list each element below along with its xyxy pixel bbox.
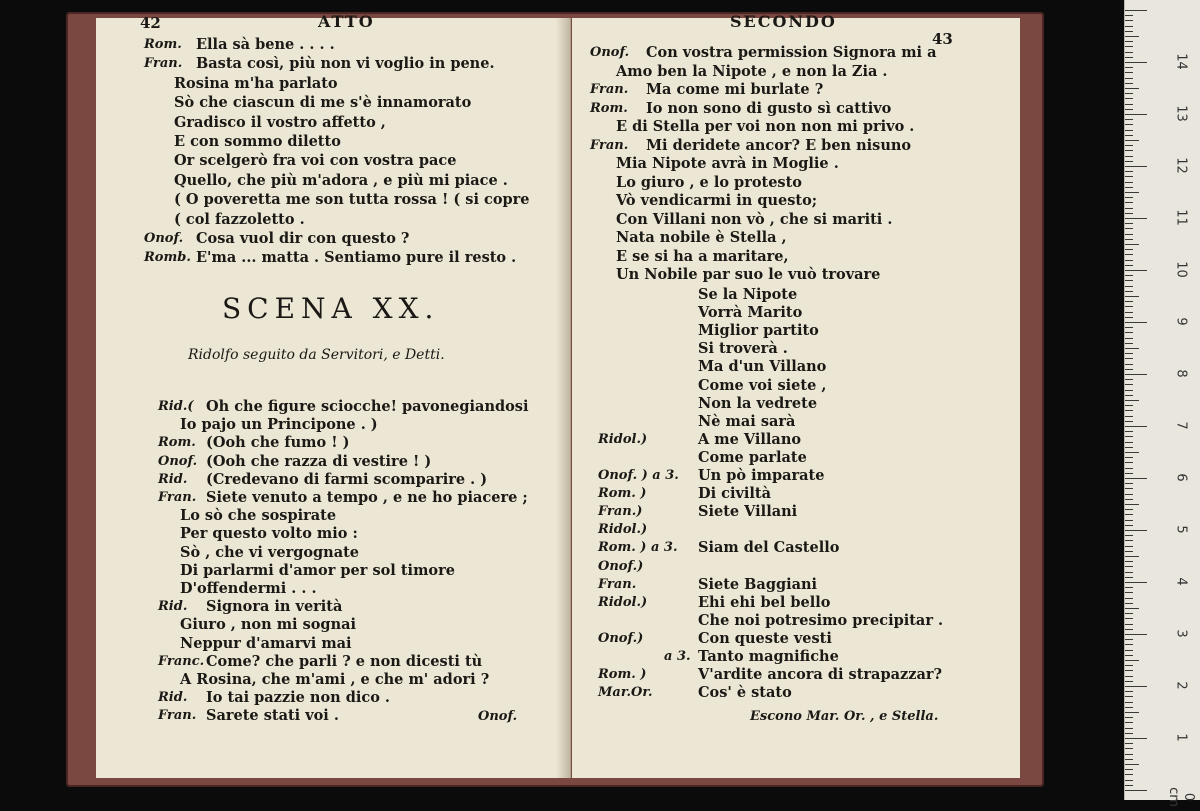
ruler-tick	[1125, 436, 1133, 437]
ruler-tick	[1125, 774, 1133, 775]
aria-line: Miglior partito	[698, 322, 819, 340]
speaker-label: Fran.	[158, 490, 197, 505]
verse-line: Ella sà bene . . . .	[196, 36, 335, 53]
ruler-number: 6	[1173, 473, 1189, 482]
ruler-tick	[1125, 785, 1133, 786]
ruler-tick	[1125, 223, 1133, 224]
verse-line: Ma come mi burlate ?	[646, 81, 824, 98]
ruler-tick	[1125, 639, 1133, 640]
verse-line: Lo giuro , e lo protesto	[616, 173, 802, 191]
ruler-tick	[1125, 265, 1133, 266]
ruler-tick	[1125, 712, 1139, 713]
ruler-tick	[1125, 509, 1133, 510]
ruler-tick	[1125, 46, 1133, 47]
ruler-tick	[1125, 728, 1133, 729]
ruler-tick	[1125, 98, 1133, 99]
ruler-tick	[1125, 473, 1133, 474]
ruler-tick	[1125, 343, 1133, 344]
ruler-number: 0 cm	[1166, 787, 1196, 807]
ruler-tick	[1125, 790, 1147, 791]
ruler-tick	[1125, 514, 1133, 515]
ruler-tick	[1125, 93, 1133, 94]
verse-line: (Credevano di farmi scomparire . )	[206, 470, 488, 488]
speaker-label: Onof.	[144, 231, 184, 246]
speaker-label: Rom.	[590, 100, 628, 116]
ruler-tick	[1125, 109, 1133, 110]
ruler-tick	[1125, 353, 1133, 354]
speaker-label: Onof. ) a 3.	[598, 468, 679, 483]
speaker-label: Romb.	[144, 250, 191, 266]
aria-line: Se la Nipote	[698, 286, 798, 303]
ruler-tick	[1125, 624, 1133, 625]
speaker-label: Rom.	[144, 37, 182, 52]
speaker-label: Rom.	[158, 435, 196, 451]
aria-line: Come parlate	[698, 448, 807, 466]
ruler-tick	[1125, 577, 1133, 578]
ruler-tick	[1125, 254, 1133, 255]
ruler-tick	[1125, 722, 1133, 723]
ruler-tick	[1125, 660, 1139, 661]
verse-line: Giuro , non mi sognai	[180, 616, 357, 634]
verse-line: Mi deridete ancor? E ben nisuno	[646, 136, 912, 154]
ruler-tick	[1125, 317, 1133, 318]
verse-line: (Ooh che fumo ! )	[206, 434, 350, 452]
verse-line: Or scelgerò fra voi con vostra pace	[174, 152, 457, 170]
aria-line: Si troverà .	[698, 340, 788, 358]
ruler-tick	[1125, 665, 1133, 666]
ruler-tick	[1125, 613, 1133, 614]
verse-line: Quello, che più m'adora , e più mi piace .	[174, 171, 508, 189]
aria-line: Nè mai sarà	[698, 412, 796, 430]
ruler-tick	[1125, 176, 1133, 177]
ruler-tick	[1125, 286, 1133, 287]
speaker-label: Rom. )	[598, 486, 647, 502]
ruler-tick	[1125, 655, 1133, 656]
ruler-tick	[1125, 239, 1133, 240]
ruler-tick	[1125, 182, 1133, 183]
aria-line: Un pò imparate	[698, 467, 825, 484]
ruler-tick	[1125, 520, 1133, 521]
ruler-tick	[1125, 733, 1133, 734]
verse-line: Io pajo un Principone . )	[180, 416, 378, 434]
ruler-tick	[1125, 57, 1133, 58]
ruler-tick	[1125, 72, 1133, 73]
verse-line: Con vostra permission Signora mi a	[646, 44, 937, 61]
ruler-tick	[1125, 41, 1133, 42]
ruler-tick	[1125, 395, 1133, 396]
verse-line: Oh che figure sciocche! pavonegiandosi	[206, 398, 529, 415]
ruler-tick	[1125, 213, 1133, 214]
ruler-tick	[1125, 104, 1133, 105]
verse-line: Io non sono di gusto sì cattivo	[646, 99, 892, 117]
ruler-tick	[1125, 192, 1139, 193]
verse-line: Nata nobile è Stella ,	[616, 229, 787, 246]
ruler-tick	[1125, 83, 1133, 84]
speaker-label: Mar.Or.	[598, 685, 653, 701]
ruler-tick	[1125, 135, 1133, 136]
verse-line: Lo sò che sospirate	[180, 507, 337, 525]
verse-line: Mia Nipote avrà in Moglie .	[616, 155, 839, 172]
ruler-tick	[1125, 130, 1133, 131]
ruler-tick	[1125, 322, 1147, 323]
verse-line: Amo ben la Nipote , e non la Zia .	[616, 62, 888, 80]
verse-line: Di parlarmi d'amor per sol timore	[180, 561, 455, 579]
ruler-tick	[1125, 119, 1133, 120]
ruler-number: 11	[1173, 209, 1189, 226]
ruler-tick	[1125, 218, 1147, 219]
ruler-tick	[1125, 384, 1133, 385]
ruler-tick	[1125, 374, 1147, 375]
speaker-label: Onof.)	[598, 558, 644, 574]
ruler-number: 9	[1173, 317, 1189, 326]
ruler-tick	[1125, 249, 1133, 250]
ruler-tick	[1125, 62, 1147, 63]
ruler-tick	[1125, 416, 1133, 417]
left-running-header: ATTO	[318, 12, 375, 31]
ruler-tick	[1125, 748, 1133, 749]
ruler-tick	[1125, 327, 1133, 328]
ruler-tick	[1125, 197, 1133, 198]
ruler-tick	[1125, 702, 1133, 703]
verse-line: Con Villani non vò , che si mariti .	[616, 210, 893, 228]
verse-line: Un Nobile par suo le vuò trovare	[616, 266, 881, 283]
speaker-label: Fran.	[590, 137, 629, 153]
ruler-tick	[1125, 15, 1133, 16]
ruler-tick	[1125, 634, 1147, 635]
left-page	[96, 12, 571, 778]
aria-line: Cos' è stato	[698, 684, 792, 702]
ruler-tick	[1125, 275, 1133, 276]
ruler-tick	[1125, 161, 1133, 162]
aria-line: Siete Baggiani	[698, 575, 818, 593]
speaker-label: Rom. )	[598, 667, 647, 683]
ruler-tick	[1125, 400, 1139, 401]
speaker-label: Onof.	[590, 45, 630, 60]
ruler-tick	[1125, 405, 1133, 406]
ruler-tick	[1125, 145, 1133, 146]
ruler-tick	[1125, 306, 1133, 307]
verse-line: (Ooh che razza di vestire ! )	[206, 452, 432, 470]
aria-line: Come voi siete ,	[698, 376, 827, 394]
ruler-tick	[1125, 754, 1133, 755]
ruler-tick	[1125, 280, 1133, 281]
ruler-tick	[1125, 202, 1133, 203]
ruler-tick	[1125, 535, 1133, 536]
ruler-number: 12	[1173, 157, 1189, 174]
ruler-number: 4	[1173, 577, 1189, 586]
ruler-tick	[1125, 20, 1133, 21]
verse-line: Come? che parli ? e non dicesti tù	[206, 652, 483, 670]
ruler-tick	[1125, 171, 1133, 172]
ruler-tick	[1125, 561, 1133, 562]
ruler-tick	[1125, 681, 1133, 682]
ruler-tick	[1125, 483, 1133, 484]
ruler-tick	[1125, 36, 1139, 37]
ruler-tick	[1125, 452, 1139, 453]
ruler-tick	[1125, 499, 1133, 500]
aria-line: Che noi potresimo precipitar .	[698, 611, 944, 629]
ruler-tick	[1125, 696, 1133, 697]
ruler-tick	[1125, 10, 1147, 11]
speaker-label: a 3.	[664, 649, 691, 664]
verse-line: Neppur d'amarvi mai	[180, 634, 352, 652]
ruler-tick	[1125, 379, 1133, 380]
ruler-tick	[1125, 650, 1133, 651]
aria-line: V'ardite ancora di strapazzar?	[698, 666, 942, 684]
ruler-tick	[1125, 442, 1133, 443]
verse-line: ( O poveretta me son tutta rossa ! ( si copre	[174, 191, 530, 209]
ruler-tick	[1125, 156, 1133, 157]
ruler-tick	[1125, 629, 1133, 630]
ruler-tick	[1125, 478, 1147, 479]
ruler-tick	[1125, 764, 1139, 765]
verse-line: E'ma ... matta . Sentiamo pure il resto .	[196, 249, 517, 267]
ruler-tick	[1125, 369, 1133, 370]
ruler-tick	[1125, 124, 1133, 125]
aria-line: Non la vedrete	[698, 394, 818, 412]
verse-line: D'offendermi . . .	[180, 580, 317, 597]
ruler-tick	[1125, 166, 1147, 167]
ruler-tick	[1125, 546, 1133, 547]
ruler-tick	[1125, 244, 1139, 245]
ruler-tick	[1125, 462, 1133, 463]
speaker-label: Fran.)	[598, 504, 643, 520]
ruler-tick	[1125, 780, 1133, 781]
speaker-label: Ridol.)	[598, 431, 648, 447]
ruler-tick	[1125, 504, 1139, 505]
speaker-label: Fran.	[144, 56, 183, 72]
ruler-tick	[1125, 572, 1133, 573]
ruler-tick	[1125, 670, 1133, 671]
verse-line: Vò vendicarmi in questo;	[616, 192, 818, 209]
ruler-tick	[1125, 338, 1133, 339]
ruler-tick	[1125, 530, 1147, 531]
ruler-tick	[1125, 587, 1133, 588]
verse-line: Per questo volto mio :	[180, 525, 358, 543]
speaker-label: Rom. ) a 3.	[598, 540, 678, 556]
ruler-tick	[1125, 88, 1139, 89]
scene-direction: Ridolfo seguito da Servitori, e Detti.	[188, 347, 445, 363]
ruler-tick	[1125, 582, 1147, 583]
verse-line: Rosina m'ha parlato	[174, 74, 338, 92]
speaker-label: Onof.)	[598, 630, 644, 646]
left-page-number: 42	[140, 14, 161, 32]
ruler-tick	[1125, 312, 1133, 313]
aria-line: Siete Villani	[698, 503, 798, 521]
ruler-number: 5	[1173, 525, 1189, 534]
ruler-tick	[1125, 260, 1133, 261]
verse-line: E con sommo diletto	[174, 133, 341, 150]
ruler-tick	[1125, 566, 1133, 567]
ruler-tick	[1125, 31, 1133, 32]
ruler-tick	[1125, 348, 1139, 349]
ruler-tick	[1125, 743, 1133, 744]
ruler-tick	[1125, 447, 1133, 448]
aria-line: Ehi ehi bel bello	[698, 593, 831, 611]
ruler-tick	[1125, 150, 1133, 151]
ruler-tick	[1125, 556, 1139, 557]
speaker-label: Ridol.)	[598, 594, 648, 610]
right-running-header: SECONDO	[730, 12, 837, 31]
speaker-label: Rid.	[158, 690, 188, 706]
speaker-label: Franc.	[158, 653, 205, 669]
ruler-number: 14	[1173, 53, 1189, 70]
right-page	[572, 12, 1020, 778]
ruler-tick	[1125, 592, 1133, 593]
ruler-tick	[1125, 525, 1133, 526]
verse-line: Signora in verità	[206, 598, 343, 616]
measuring-ruler	[1124, 0, 1200, 807]
catchword: Onof.	[478, 709, 518, 724]
ruler-tick	[1125, 296, 1139, 297]
verse-line: Basta così, più non vi voglio in pene.	[196, 55, 495, 73]
ruler-tick	[1125, 52, 1133, 53]
speaker-label: Ridol.)	[598, 522, 648, 538]
speaker-label: Onof.	[158, 453, 198, 469]
verse-line: Sò , che vi vergognate	[180, 543, 360, 561]
right-page-number: 43	[932, 30, 953, 48]
ruler-number: 10	[1173, 261, 1189, 278]
ruler-tick	[1125, 717, 1133, 718]
aria-line: Tanto magnifiche	[698, 648, 839, 665]
ruler-number: 2	[1173, 681, 1189, 690]
verse-line: Gradisco il vostro affetto ,	[174, 113, 386, 131]
aria-line: A me Villano	[698, 430, 802, 448]
aria-line: Siam del Castello	[698, 539, 840, 557]
verse-line: A Rosina, che m'ami , e che m' adori ?	[180, 671, 490, 688]
ruler-tick	[1125, 598, 1133, 599]
ruler-tick	[1125, 364, 1133, 365]
speaker-label: Rid.	[158, 471, 188, 487]
ruler-tick	[1125, 676, 1133, 677]
ruler-tick	[1125, 431, 1133, 432]
ruler-tick	[1125, 78, 1133, 79]
ruler-tick	[1125, 644, 1133, 645]
verse-line: ( col fazzoletto .	[174, 210, 305, 228]
ruler-tick	[1125, 540, 1133, 541]
ruler-tick	[1125, 114, 1147, 115]
ruler-tick	[1125, 421, 1133, 422]
ruler-tick	[1125, 707, 1133, 708]
ruler-tick	[1125, 301, 1133, 302]
ruler-tick	[1125, 603, 1133, 604]
aria-line: Con queste vesti	[698, 629, 832, 647]
ruler-tick	[1125, 468, 1133, 469]
ruler-tick	[1125, 410, 1133, 411]
ruler-number: 8	[1173, 369, 1189, 378]
ruler-tick	[1125, 67, 1133, 68]
aria-line: Vorrà Marito	[698, 304, 803, 322]
verse-line: E di Stella per voi non non mi privo .	[616, 118, 915, 135]
verse-line: E se si ha a maritare,	[616, 247, 789, 265]
ruler-tick	[1125, 332, 1133, 333]
ruler-tick	[1125, 738, 1147, 739]
ruler-tick	[1125, 488, 1133, 489]
ruler-tick	[1125, 608, 1139, 609]
ruler-tick	[1125, 26, 1133, 27]
verse-line: Sò che ciascun di me s'è innamorato	[174, 94, 472, 112]
ruler-number: 3	[1173, 629, 1189, 638]
ruler-tick	[1125, 686, 1147, 687]
speaker-label: Rid.	[158, 599, 188, 615]
scene-title: SCENA XX.	[222, 292, 440, 325]
exit-direction: Escono Mar. Or. , e Stella.	[750, 709, 939, 724]
verse-line: Siete venuto a tempo , e ne ho piacere ;	[206, 489, 528, 506]
ruler-tick	[1125, 208, 1133, 209]
ruler-tick	[1125, 228, 1133, 229]
ruler-tick	[1125, 551, 1133, 552]
ruler-tick	[1125, 759, 1133, 760]
ruler-number: 7	[1173, 421, 1189, 430]
aria-line: Di civiltà	[698, 485, 772, 503]
speaker-label: Fran.	[590, 82, 629, 97]
ruler-tick	[1125, 691, 1133, 692]
ruler-tick	[1125, 234, 1133, 235]
ruler-tick	[1125, 494, 1133, 495]
ruler-tick	[1125, 390, 1133, 391]
ruler-tick	[1125, 140, 1139, 141]
ruler-tick	[1125, 618, 1133, 619]
ruler-tick	[1125, 358, 1133, 359]
speaker-label: Fran.	[158, 708, 197, 724]
ruler-tick	[1125, 457, 1133, 458]
verse-line: Cosa vuol dir con questo ?	[196, 230, 410, 247]
speaker-label: Rid.(	[158, 399, 194, 414]
ruler-number: 13	[1173, 105, 1189, 122]
aria-line: Ma d'un Villano	[698, 358, 827, 376]
ruler-number: 1	[1173, 733, 1189, 742]
verse-line: Sarete stati voi .	[206, 707, 339, 725]
verse-line: Io tai pazzie non dico .	[206, 689, 390, 707]
ruler-tick	[1125, 426, 1147, 427]
ruler-tick	[1125, 187, 1133, 188]
speaker-label: Fran.	[598, 576, 637, 592]
ruler-tick	[1125, 291, 1133, 292]
ruler-tick	[1125, 769, 1133, 770]
ruler-tick	[1125, 270, 1147, 271]
